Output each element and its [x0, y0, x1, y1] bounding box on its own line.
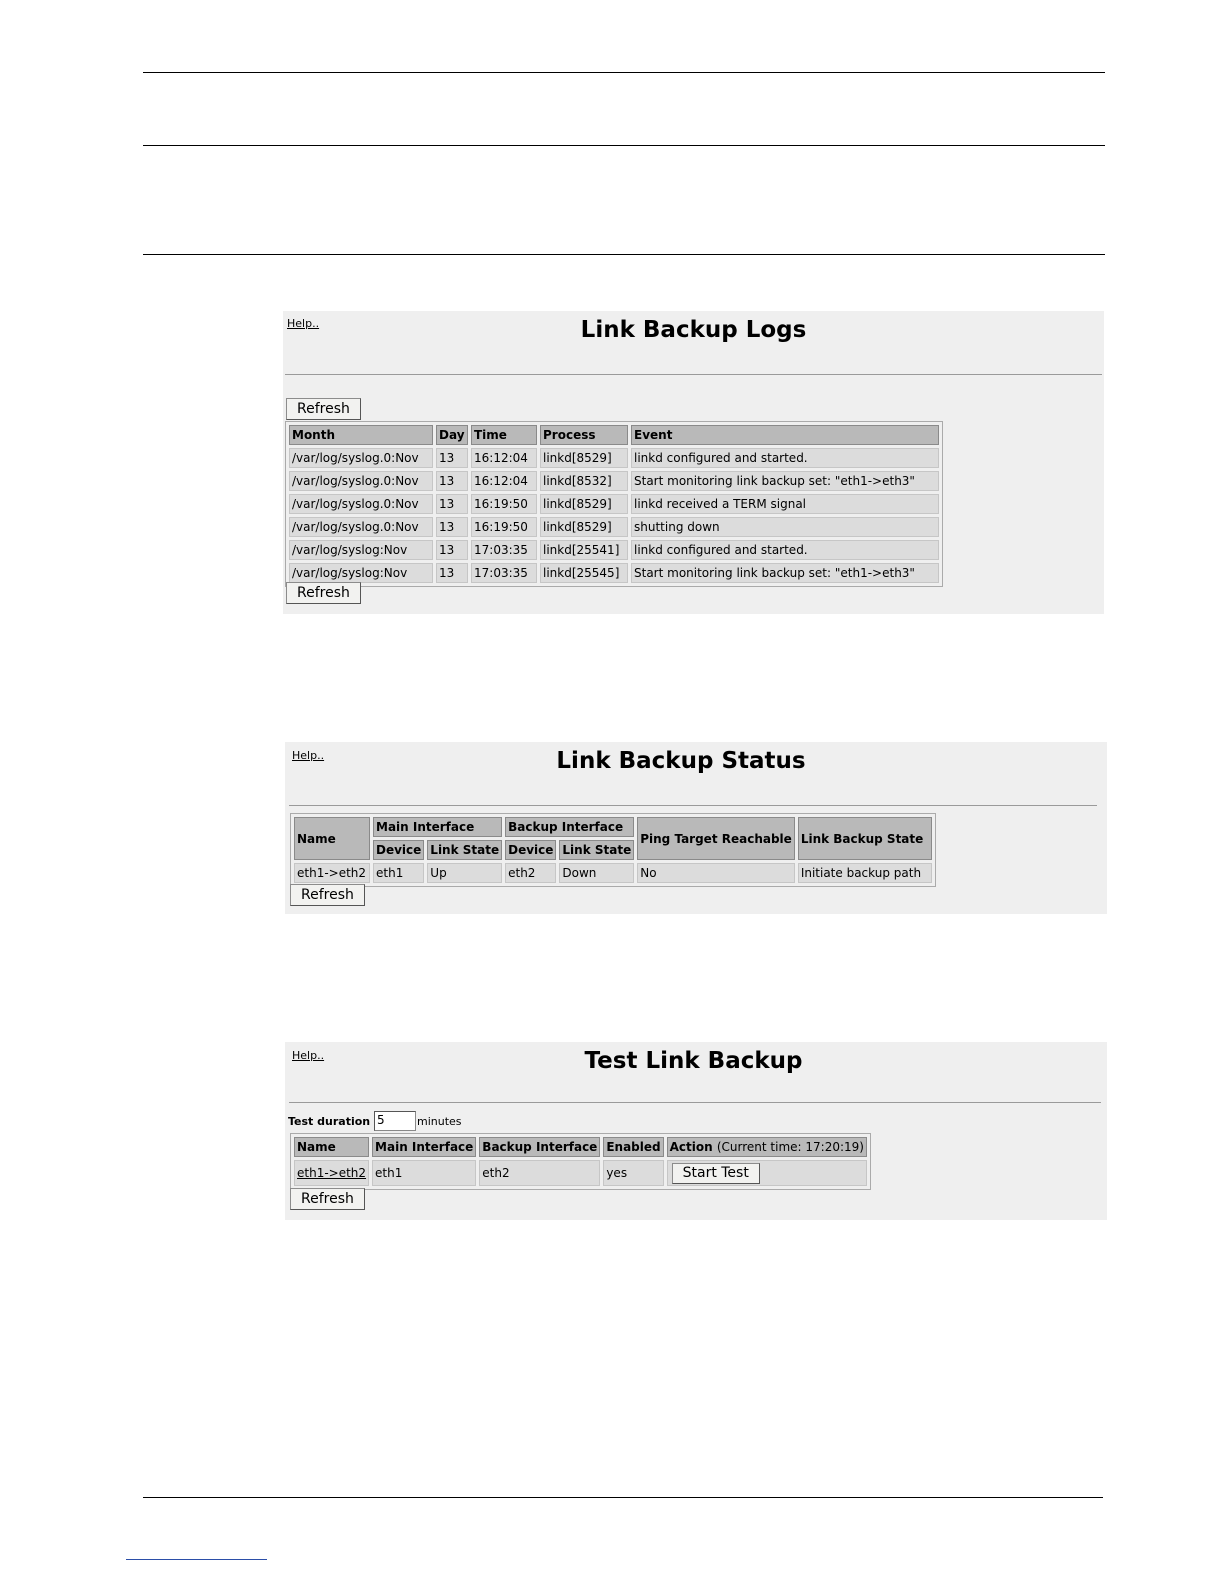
col-time: Time [471, 425, 537, 445]
test-help-link[interactable]: Help.. [292, 1049, 325, 1062]
cell-time: 16:19:50 [471, 494, 537, 514]
test-col-enabled: Enabled [603, 1137, 663, 1157]
cell-day: 13 [436, 517, 468, 537]
status-col-backup-interface: Backup Interface [505, 817, 634, 837]
status-cell-main-link-state: Up [427, 863, 502, 883]
logs-title: Link Backup Logs [580, 317, 807, 343]
test-duration-input[interactable]: 5 [374, 1111, 416, 1131]
cell-month: /var/log/syslog.0:Nov [289, 471, 433, 491]
cell-day: 13 [436, 494, 468, 514]
cell-time: 16:12:04 [471, 471, 537, 491]
table-row [289, 471, 939, 491]
footnote-rule [126, 1559, 267, 1560]
test-cell-name [294, 1160, 369, 1186]
cell-month: /var/log/syslog.0:Nov [289, 494, 433, 514]
cell-event: Start monitoring link backup set: "eth1->eth3" [631, 471, 939, 491]
col-month: Month [289, 425, 433, 445]
cell-time: 17:03:35 [471, 540, 537, 560]
table-row [289, 494, 939, 514]
status-table [290, 813, 936, 887]
test-col-action-label: Action [669, 1140, 713, 1154]
cell-process: linkd[8529] [540, 494, 628, 514]
cell-day: 13 [436, 540, 468, 560]
table-row [289, 448, 939, 468]
test-table [290, 1133, 871, 1190]
cell-process: linkd[25541] [540, 540, 628, 560]
cell-event: linkd configured and started. [631, 448, 939, 468]
status-col-main-interface: Main Interface [373, 817, 502, 837]
col-day: Day [436, 425, 468, 445]
test-cell-action [667, 1160, 867, 1186]
status-col-ping-target: Ping Target Reachable [637, 817, 795, 860]
logs-refresh-top-button[interactable]: Refresh [286, 398, 361, 420]
cell-month: /var/log/syslog:Nov [289, 540, 433, 560]
start-test-button[interactable]: Start Test [672, 1163, 760, 1184]
table-row [289, 517, 939, 537]
test-cell-main-interface: eth1 [372, 1160, 476, 1186]
test-name-link[interactable]: eth1->eth2 [297, 1166, 367, 1180]
cell-process: linkd[8529] [540, 517, 628, 537]
status-cell-state: Initiate backup path [798, 863, 932, 883]
status-cell-name: eth1->eth2 [294, 863, 370, 883]
test-link-backup-panel [285, 1042, 1107, 1220]
status-help-link[interactable]: Help.. [292, 749, 325, 762]
test-col-main-interface: Main Interface [372, 1137, 476, 1157]
status-refresh-button[interactable]: Refresh [290, 884, 365, 906]
status-col-main-device: Device [373, 840, 424, 860]
cell-month: /var/log/syslog.0:Nov [289, 517, 433, 537]
link-backup-logs-panel [283, 311, 1104, 614]
table-row [289, 540, 939, 560]
status-cell-main-device: eth1 [373, 863, 424, 883]
header-rule-middle [143, 145, 1105, 146]
test-refresh-button[interactable]: Refresh [290, 1188, 365, 1210]
footer-rule [143, 1497, 1103, 1498]
header-rule-top [143, 72, 1105, 73]
cell-day: 13 [436, 448, 468, 468]
table-row [294, 863, 932, 883]
link-backup-status-panel [285, 742, 1107, 914]
cell-process: linkd[25545] [540, 563, 628, 583]
test-title-divider [289, 1102, 1101, 1103]
logs-refresh-bottom-button[interactable]: Refresh [286, 582, 361, 604]
test-col-backup-interface: Backup Interface [479, 1137, 600, 1157]
cell-day: 13 [436, 471, 468, 491]
status-cell-backup-link-state: Down [559, 863, 634, 883]
test-col-action [667, 1137, 867, 1157]
status-col-state: Link Backup State [798, 817, 932, 860]
logs-header-row [289, 425, 939, 445]
logs-help-link[interactable]: Help.. [287, 317, 320, 330]
status-cell-ping-reachable: No [637, 863, 795, 883]
cell-month: /var/log/syslog:Nov [289, 563, 433, 583]
logs-title-divider [285, 374, 1102, 375]
status-title-divider [289, 805, 1097, 806]
header-rule-bottom [143, 254, 1105, 255]
table-row [294, 1160, 867, 1186]
cell-event: Start monitoring link backup set: "eth1->eth3" [631, 563, 939, 583]
status-cell-backup-device: eth2 [505, 863, 556, 883]
cell-time: 16:19:50 [471, 517, 537, 537]
test-cell-backup-interface: eth2 [479, 1160, 600, 1186]
test-duration-unit: minutes [417, 1115, 462, 1128]
cell-process: linkd[8529] [540, 448, 628, 468]
cell-day: 13 [436, 563, 468, 583]
test-title: Test Link Backup [584, 1048, 803, 1074]
logs-table [285, 421, 943, 587]
cell-month: /var/log/syslog.0:Nov [289, 448, 433, 468]
status-title: Link Backup Status [556, 748, 806, 774]
cell-time: 17:03:35 [471, 563, 537, 583]
table-row [289, 563, 939, 583]
test-cell-enabled: yes [603, 1160, 663, 1186]
cell-event: linkd configured and started. [631, 540, 939, 560]
cell-process: linkd[8532] [540, 471, 628, 491]
status-col-main-link-state: Link State [427, 840, 502, 860]
test-header-row [294, 1137, 867, 1157]
cell-event: shutting down [631, 517, 939, 537]
col-event: Event [631, 425, 939, 445]
test-duration-label: Test duration [288, 1115, 371, 1128]
col-process: Process [540, 425, 628, 445]
test-col-name: Name [294, 1137, 369, 1157]
status-header-row-1 [294, 817, 932, 837]
status-col-backup-device: Device [505, 840, 556, 860]
cell-event: linkd received a TERM signal [631, 494, 939, 514]
cell-time: 16:12:04 [471, 448, 537, 468]
status-col-backup-link-state: Link State [559, 840, 634, 860]
status-col-name: Name [294, 817, 370, 860]
current-time-label: (Current time: 17:20:19) [716, 1140, 864, 1154]
